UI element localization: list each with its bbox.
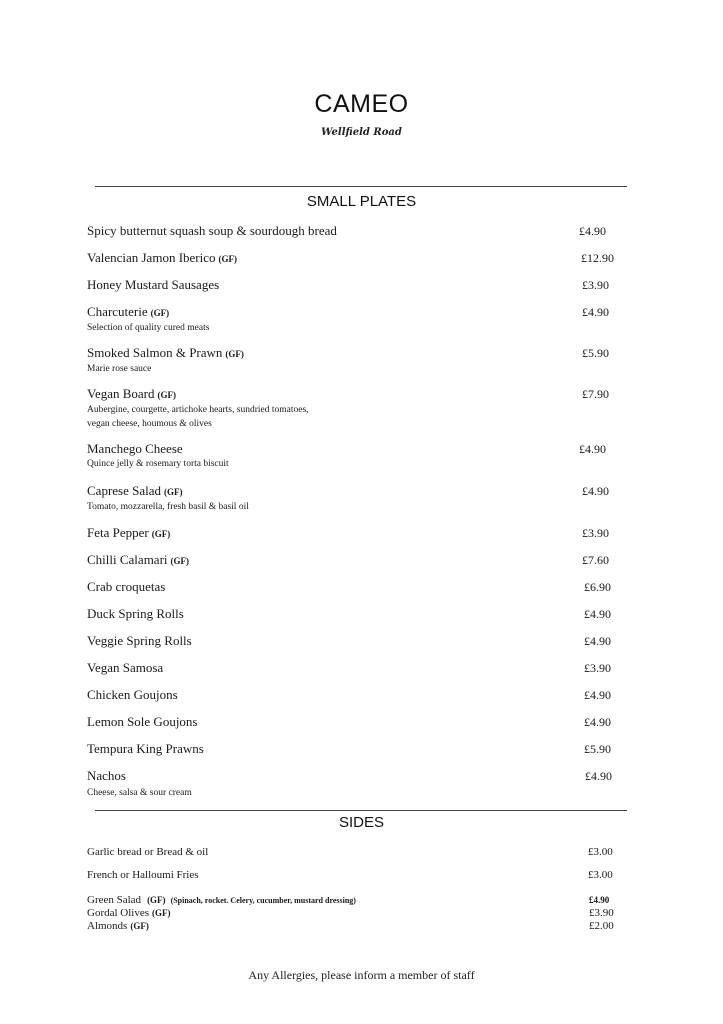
menu-item xyxy=(87,579,627,595)
item-name: Chilli Calamari xyxy=(87,552,168,567)
item-price: £3.00 xyxy=(588,869,613,881)
item-price: £4.90 xyxy=(584,715,611,729)
item-name: Vegan Samosa xyxy=(87,660,164,675)
item-name: Tempura King Prawns xyxy=(87,741,204,756)
item-name: Caprese Salad xyxy=(87,483,162,498)
item-price: £3.90 xyxy=(584,661,611,675)
item-price: £3.00 xyxy=(588,846,613,858)
item-description: Tomato, mozzarella, fresh basil & basil oil xyxy=(87,502,249,512)
gf-tag: (GF) xyxy=(157,390,177,400)
item-price: £2.00 xyxy=(589,920,614,932)
menu-item xyxy=(87,525,627,542)
menu-item xyxy=(87,483,627,514)
gf-tag: (GF) xyxy=(151,529,171,539)
item-price: £4.90 xyxy=(589,895,610,905)
item-name: Valencian Jamon Iberico xyxy=(87,250,216,265)
item-price: £12.90 xyxy=(581,251,614,265)
menu-item xyxy=(87,552,627,569)
item-name: Lemon Sole Goujons xyxy=(87,714,198,729)
menu-item xyxy=(87,441,627,471)
item-price: £4.90 xyxy=(584,688,611,702)
menu-item xyxy=(87,768,627,800)
item-price: £4.90 xyxy=(579,224,606,238)
item-name: French or Halloumi Fries xyxy=(87,869,199,881)
menu-item xyxy=(87,660,627,676)
menu-item xyxy=(87,386,627,431)
gf-tag: (GF) xyxy=(225,349,244,359)
item-description: Marie rose sauce xyxy=(87,364,152,374)
item-name: Vegan Board xyxy=(87,386,155,401)
side-item xyxy=(87,906,627,920)
location-subtitle: Wellfield Road xyxy=(321,127,402,138)
item-description: Selection of quality cured meats xyxy=(87,323,210,333)
item-name: Nachos xyxy=(87,768,126,783)
menu-item xyxy=(87,250,627,267)
gf-tag: (GF) xyxy=(130,921,149,931)
item-name: Spicy butternut squash soup & sourdough bread xyxy=(87,223,337,238)
menu-item xyxy=(87,304,627,335)
item-price: £4.90 xyxy=(582,305,609,319)
item-description: Cheese, salsa & sour cream xyxy=(87,788,192,798)
item-note: (Spinach, rocket. Celery, cucumber, mustard dressing) xyxy=(170,896,356,905)
item-price: £4.90 xyxy=(579,442,606,456)
item-price: £4.90 xyxy=(585,769,612,783)
gf-tag: (GF) xyxy=(150,308,170,318)
item-name: Chicken Goujons xyxy=(87,687,178,702)
item-price: £3.90 xyxy=(582,526,609,540)
item-name: Crab croquetas xyxy=(87,579,166,594)
gf-tag: (GF) xyxy=(164,487,183,497)
item-name: Charcuterie xyxy=(87,304,148,319)
item-price: £5.90 xyxy=(584,742,611,756)
item-name: Feta Pepper xyxy=(87,525,149,540)
item-price: £5.90 xyxy=(582,346,609,360)
item-price: £4.90 xyxy=(584,607,611,621)
item-description: vegan cheese, houmous & olives xyxy=(87,419,212,429)
section-heading-small-plates: SMALL PLATES xyxy=(306,193,417,210)
menu-item xyxy=(87,277,627,293)
divider xyxy=(95,186,627,187)
item-description: Aubergine, courgette, artichoke hearts, sundried tomatoes, xyxy=(87,405,309,415)
gf-tag: (GF) xyxy=(147,895,166,905)
divider xyxy=(95,810,627,811)
item-name: Manchego Cheese xyxy=(87,441,183,456)
menu-item xyxy=(87,714,627,730)
item-name: Veggie Spring Rolls xyxy=(87,633,192,648)
menu-item xyxy=(87,633,627,649)
restaurant-title: CAMEO xyxy=(314,90,409,118)
item-price: £7.90 xyxy=(582,387,609,401)
item-price: £3.90 xyxy=(582,278,609,292)
side-item xyxy=(87,845,627,859)
allergy-notice: Any Allergies, please inform a member of staff xyxy=(248,968,475,982)
gf-tag: (GF) xyxy=(170,556,190,566)
menu-item xyxy=(87,687,627,703)
item-price: £4.90 xyxy=(582,484,609,498)
menu-item xyxy=(87,345,627,376)
item-name: Duck Spring Rolls xyxy=(87,606,184,621)
item-name: Almonds xyxy=(87,920,128,932)
side-item xyxy=(87,868,627,882)
item-description: Quince jelly & rosemary torta biscuit xyxy=(87,459,229,469)
menu-item xyxy=(87,223,627,239)
item-price: £7.60 xyxy=(582,553,609,567)
gf-tag: (GF) xyxy=(152,908,171,918)
menu-item xyxy=(87,606,627,622)
menu-item xyxy=(87,741,627,757)
item-name: Smoked Salmon & Prawn xyxy=(87,345,223,360)
gf-tag: (GF) xyxy=(218,254,238,264)
item-name: Green Salad xyxy=(87,894,142,906)
item-name: Gordal Olives xyxy=(87,907,150,919)
item-name: Honey Mustard Sausages xyxy=(87,277,220,292)
item-name: Garlic bread or Bread & oil xyxy=(87,846,209,858)
section-heading-sides: SIDES xyxy=(338,814,384,831)
item-price: £3.90 xyxy=(589,907,614,919)
item-price: £6.90 xyxy=(584,580,611,594)
side-item xyxy=(87,919,627,933)
item-price: £4.90 xyxy=(584,634,611,648)
